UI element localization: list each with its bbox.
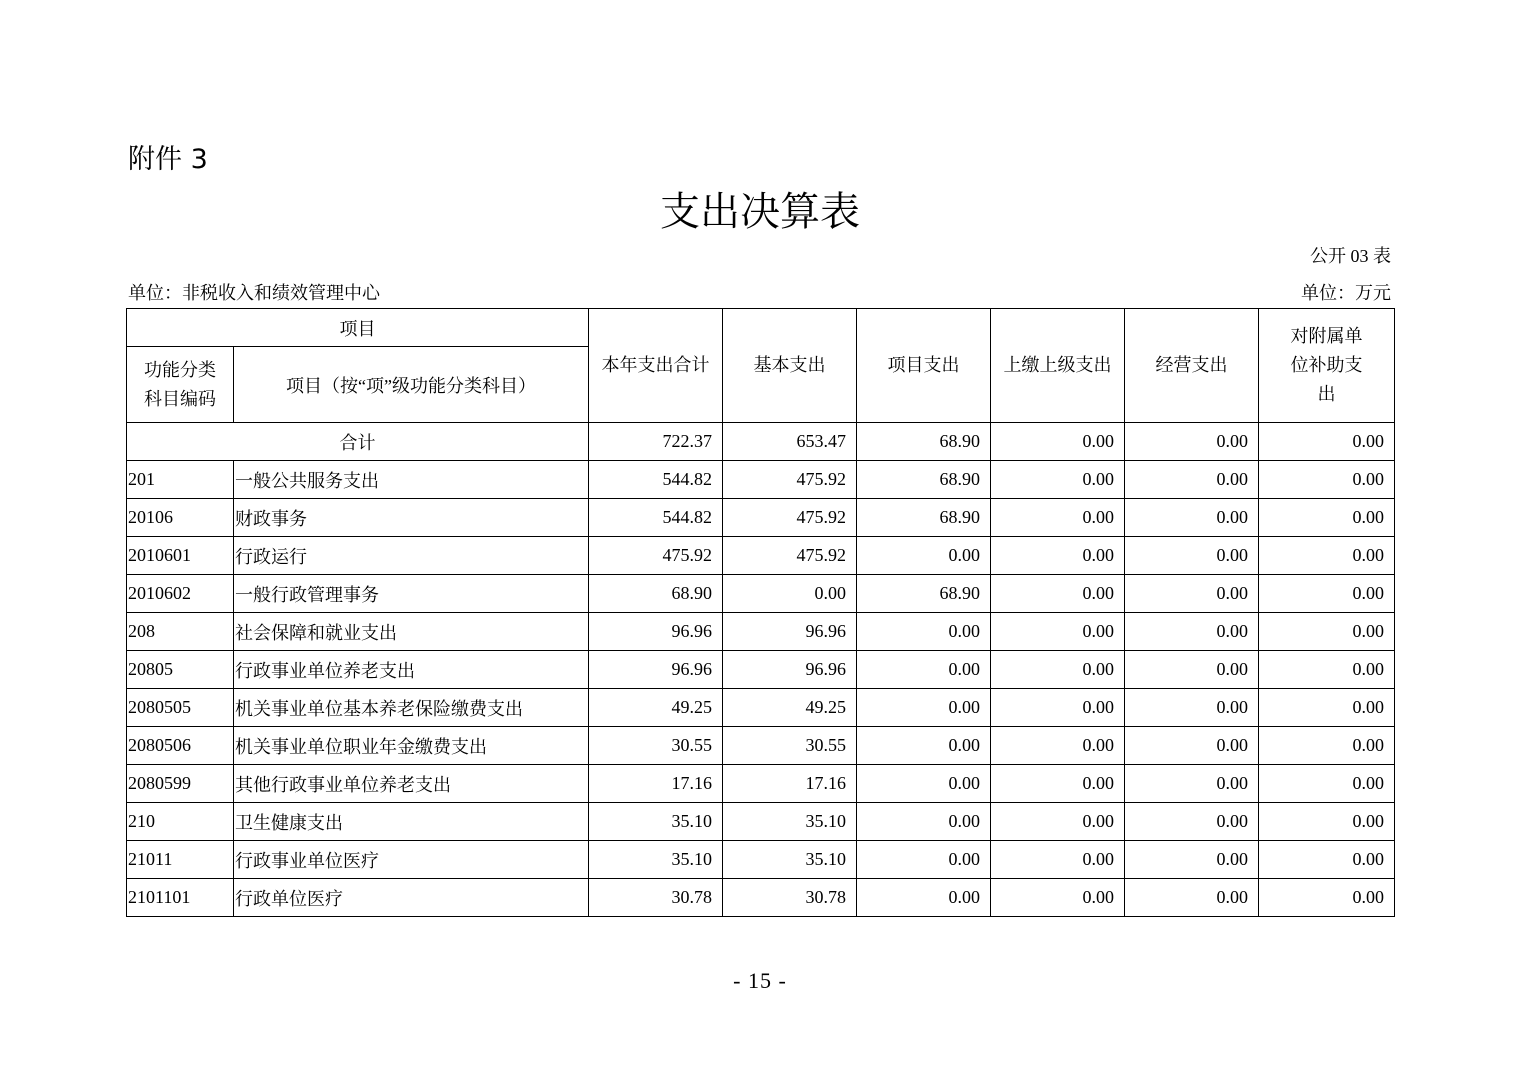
amount-cell: 0.00 xyxy=(1259,613,1395,651)
header-item-desc: 项目（按“项”级功能分类科目） xyxy=(234,347,589,423)
attachment-label: 附件 3 xyxy=(128,144,208,175)
header-basic: 基本支出 xyxy=(723,309,857,423)
amount-cell: 0.00 xyxy=(857,651,991,689)
amount-cell: 0.00 xyxy=(991,537,1125,575)
amount-cell: 0.00 xyxy=(991,879,1125,917)
header-project: 项目支出 xyxy=(857,309,991,423)
amount-cell: 475.92 xyxy=(723,537,857,575)
header-subsidy: 对附属单位补助支出 xyxy=(1259,309,1395,423)
form-number: 公开 03 表 xyxy=(1310,246,1391,266)
amount-cell: 96.96 xyxy=(723,613,857,651)
amount-cell: 0.00 xyxy=(991,499,1125,537)
amount-cell: 0.00 xyxy=(1125,575,1259,613)
amount-cell: 0.00 xyxy=(991,841,1125,879)
total-value: 0.00 xyxy=(991,423,1125,461)
amount-cell: 0.00 xyxy=(1125,613,1259,651)
total-value: 68.90 xyxy=(857,423,991,461)
amount-cell: 475.92 xyxy=(589,537,723,575)
header-row xyxy=(127,309,1395,347)
amount-cell: 0.00 xyxy=(857,879,991,917)
function-code: 201 xyxy=(127,461,234,499)
header-business: 经营支出 xyxy=(1125,309,1259,423)
amount-cell: 0.00 xyxy=(857,537,991,575)
amount-cell: 475.92 xyxy=(723,461,857,499)
function-code: 2080505 xyxy=(127,689,234,727)
amount-cell: 35.10 xyxy=(589,803,723,841)
total-value: 722.37 xyxy=(589,423,723,461)
header-item: 项目 xyxy=(127,309,589,347)
item-name: 财政事务 xyxy=(234,499,589,537)
currency-unit: 单位：万元 xyxy=(1301,283,1391,303)
function-code: 208 xyxy=(127,613,234,651)
amount-cell: 68.90 xyxy=(589,575,723,613)
amount-cell: 0.00 xyxy=(1259,803,1395,841)
reporting-unit: 单位：非税收入和绩效管理中心 xyxy=(128,283,380,303)
amount-cell: 0.00 xyxy=(857,765,991,803)
amount-cell: 0.00 xyxy=(991,727,1125,765)
amount-cell: 0.00 xyxy=(1259,879,1395,917)
amount-cell: 68.90 xyxy=(857,575,991,613)
table-row xyxy=(127,841,1395,879)
amount-cell: 68.90 xyxy=(857,499,991,537)
table-row xyxy=(127,613,1395,651)
amount-cell: 30.55 xyxy=(723,727,857,765)
function-code: 2080506 xyxy=(127,727,234,765)
amount-cell: 0.00 xyxy=(857,803,991,841)
amount-cell: 35.10 xyxy=(589,841,723,879)
total-value: 0.00 xyxy=(1125,423,1259,461)
amount-cell: 30.78 xyxy=(723,879,857,917)
amount-cell: 0.00 xyxy=(723,575,857,613)
function-code: 2101101 xyxy=(127,879,234,917)
amount-cell: 17.16 xyxy=(589,765,723,803)
amount-cell: 30.55 xyxy=(589,727,723,765)
amount-cell: 0.00 xyxy=(1125,879,1259,917)
total-value: 653.47 xyxy=(723,423,857,461)
table-row xyxy=(127,537,1395,575)
amount-cell: 0.00 xyxy=(1259,461,1395,499)
header-upper: 上缴上级支出 xyxy=(991,309,1125,423)
amount-cell: 0.00 xyxy=(1125,651,1259,689)
amount-cell: 475.92 xyxy=(723,499,857,537)
amount-cell: 0.00 xyxy=(1259,727,1395,765)
amount-cell: 0.00 xyxy=(1125,537,1259,575)
table-row xyxy=(127,689,1395,727)
function-code: 2010602 xyxy=(127,575,234,613)
table-row xyxy=(127,879,1395,917)
amount-cell: 0.00 xyxy=(1125,841,1259,879)
item-name: 行政单位医疗 xyxy=(234,879,589,917)
page-title: 支出决算表 xyxy=(660,189,860,235)
amount-cell: 0.00 xyxy=(991,461,1125,499)
amount-cell: 0.00 xyxy=(857,689,991,727)
amount-cell: 0.00 xyxy=(991,689,1125,727)
table-row xyxy=(127,727,1395,765)
amount-cell: 17.16 xyxy=(723,765,857,803)
table-row xyxy=(127,575,1395,613)
amount-cell: 35.10 xyxy=(723,803,857,841)
amount-cell: 544.82 xyxy=(589,461,723,499)
table-row xyxy=(127,803,1395,841)
amount-cell: 0.00 xyxy=(991,803,1125,841)
function-code: 210 xyxy=(127,803,234,841)
amount-cell: 0.00 xyxy=(1259,537,1395,575)
amount-cell: 0.00 xyxy=(1259,575,1395,613)
header-func-code: 功能分类科目编码 xyxy=(127,347,234,423)
amount-cell: 0.00 xyxy=(1125,689,1259,727)
item-name: 行政运行 xyxy=(234,537,589,575)
amount-cell: 0.00 xyxy=(857,841,991,879)
table-row xyxy=(127,651,1395,689)
amount-cell: 0.00 xyxy=(991,575,1125,613)
function-code: 21011 xyxy=(127,841,234,879)
page-number: - 15 - xyxy=(733,968,787,993)
amount-cell: 0.00 xyxy=(1125,499,1259,537)
amount-cell: 0.00 xyxy=(1259,765,1395,803)
amount-cell: 35.10 xyxy=(723,841,857,879)
amount-cell: 0.00 xyxy=(1125,803,1259,841)
function-code: 20106 xyxy=(127,499,234,537)
total-row xyxy=(127,423,1395,461)
item-name: 机关事业单位基本养老保险缴费支出 xyxy=(234,689,589,727)
amount-cell: 30.78 xyxy=(589,879,723,917)
amount-cell: 0.00 xyxy=(1125,765,1259,803)
amount-cell: 0.00 xyxy=(991,765,1125,803)
item-name: 一般公共服务支出 xyxy=(234,461,589,499)
amount-cell: 0.00 xyxy=(1259,841,1395,879)
amount-cell: 0.00 xyxy=(1259,499,1395,537)
function-code: 2080599 xyxy=(127,765,234,803)
item-name: 社会保障和就业支出 xyxy=(234,613,589,651)
amount-cell: 68.90 xyxy=(857,461,991,499)
amount-cell: 96.96 xyxy=(589,651,723,689)
amount-cell: 544.82 xyxy=(589,499,723,537)
table-row xyxy=(127,765,1395,803)
amount-cell: 49.25 xyxy=(723,689,857,727)
amount-cell: 0.00 xyxy=(1259,689,1395,727)
amount-cell: 49.25 xyxy=(589,689,723,727)
amount-cell: 0.00 xyxy=(991,651,1125,689)
item-name: 行政事业单位医疗 xyxy=(234,841,589,879)
item-name: 机关事业单位职业年金缴费支出 xyxy=(234,727,589,765)
amount-cell: 0.00 xyxy=(1259,651,1395,689)
header-total: 本年支出合计 xyxy=(589,309,723,423)
table-row xyxy=(127,461,1395,499)
expenditure-table xyxy=(126,308,1395,917)
amount-cell: 0.00 xyxy=(1125,461,1259,499)
amount-cell: 0.00 xyxy=(991,613,1125,651)
table-row xyxy=(127,499,1395,537)
total-label: 合计 xyxy=(127,423,589,461)
function-code: 20805 xyxy=(127,651,234,689)
item-name: 其他行政事业单位养老支出 xyxy=(234,765,589,803)
item-name: 行政事业单位养老支出 xyxy=(234,651,589,689)
item-name: 一般行政管理事务 xyxy=(234,575,589,613)
item-name: 卫生健康支出 xyxy=(234,803,589,841)
function-code: 2010601 xyxy=(127,537,234,575)
amount-cell: 0.00 xyxy=(1125,727,1259,765)
amount-cell: 96.96 xyxy=(589,613,723,651)
amount-cell: 96.96 xyxy=(723,651,857,689)
total-value: 0.00 xyxy=(1259,423,1395,461)
amount-cell: 0.00 xyxy=(857,727,991,765)
amount-cell: 0.00 xyxy=(857,613,991,651)
